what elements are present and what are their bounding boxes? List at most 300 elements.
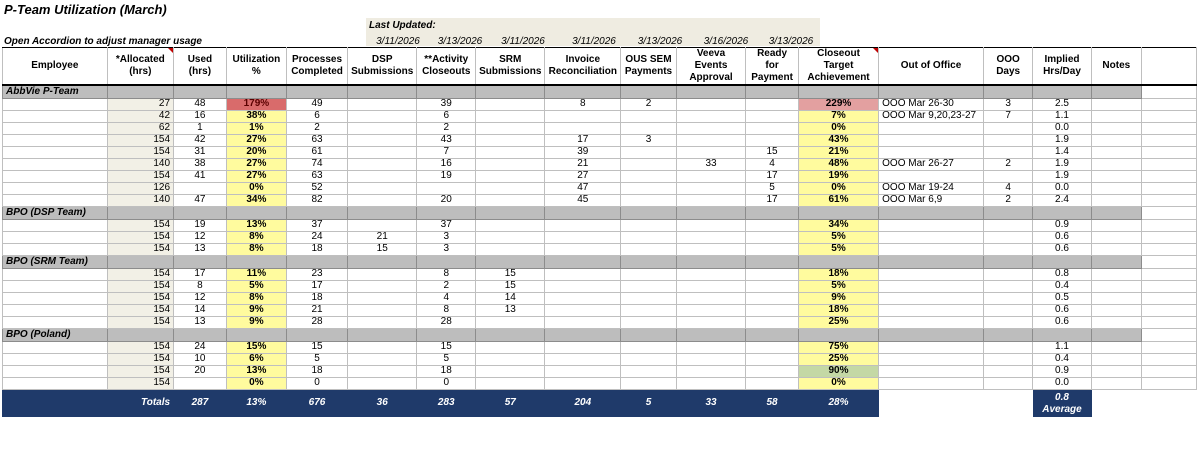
used-cell[interactable]: 14	[174, 304, 227, 316]
ous-cell[interactable]	[621, 158, 677, 170]
veeva-cell[interactable]	[676, 194, 745, 206]
totals-srm[interactable]: 57	[476, 389, 545, 416]
section-cell[interactable]	[1033, 206, 1091, 219]
section-cell[interactable]	[879, 255, 984, 268]
section-cell[interactable]	[1091, 255, 1142, 268]
veeva-cell[interactable]	[676, 231, 745, 243]
section-cell[interactable]	[798, 328, 878, 341]
section-cell[interactable]	[545, 85, 621, 98]
veeva-cell[interactable]	[676, 170, 745, 182]
invoice-cell[interactable]	[545, 122, 621, 134]
activity-cell[interactable]: 15	[417, 341, 476, 353]
ooo-days-cell[interactable]	[983, 146, 1033, 158]
veeva-cell[interactable]	[676, 280, 745, 292]
processes-cell[interactable]: 18	[286, 243, 347, 255]
closeout-cell[interactable]: 25%	[798, 316, 878, 328]
ready-cell[interactable]	[746, 134, 799, 146]
alloc-cell[interactable]: 154	[107, 304, 173, 316]
ous-cell[interactable]	[621, 110, 677, 122]
alloc-cell[interactable]: 154	[107, 243, 173, 255]
utilization-cell[interactable]: 27%	[226, 170, 286, 182]
processes-cell[interactable]: 6	[286, 110, 347, 122]
ooo-days-cell[interactable]	[983, 268, 1033, 280]
utilization-cell[interactable]: 1%	[226, 122, 286, 134]
dsp-cell[interactable]	[348, 219, 417, 231]
invoice-cell[interactable]: 39	[545, 146, 621, 158]
ooo-cell[interactable]	[879, 341, 984, 353]
used-cell[interactable]: 13	[174, 243, 227, 255]
section-cell[interactable]	[676, 328, 745, 341]
employee-cell[interactable]	[3, 219, 108, 231]
ous-cell[interactable]	[621, 194, 677, 206]
notes-cell[interactable]	[1091, 158, 1142, 170]
veeva-cell[interactable]: 33	[676, 158, 745, 170]
used-cell[interactable]: 42	[174, 134, 227, 146]
extra-cell[interactable]	[1142, 280, 1197, 292]
alloc-cell[interactable]: 42	[107, 110, 173, 122]
notes-cell[interactable]	[1091, 194, 1142, 206]
used-cell[interactable]: 8	[174, 280, 227, 292]
col-header-used[interactable]: Used (hrs)	[174, 48, 227, 86]
section-cell[interactable]	[798, 85, 878, 98]
section-label[interactable]: BPO (Poland)	[3, 328, 108, 341]
extra-cell[interactable]	[1142, 268, 1197, 280]
dsp-cell[interactable]	[348, 353, 417, 365]
dsp-cell[interactable]	[348, 377, 417, 389]
alloc-cell[interactable]: 140	[107, 158, 173, 170]
col-header-employee[interactable]: Employee	[3, 48, 108, 86]
employee-cell[interactable]	[3, 292, 108, 304]
ready-cell[interactable]	[746, 243, 799, 255]
used-cell[interactable]: 13	[174, 316, 227, 328]
ooo-days-cell[interactable]: 2	[983, 158, 1033, 170]
processes-cell[interactable]: 37	[286, 219, 347, 231]
ooo-days-cell[interactable]	[983, 353, 1033, 365]
totals-dsp[interactable]: 36	[348, 389, 417, 416]
alloc-cell[interactable]: 126	[107, 182, 173, 194]
col-header-allocated[interactable]: *Allocated (hrs)	[107, 48, 173, 86]
section-cell[interactable]	[1091, 85, 1142, 98]
employee-cell[interactable]	[3, 182, 108, 194]
ous-cell[interactable]: 2	[621, 98, 677, 110]
activity-cell[interactable]: 43	[417, 134, 476, 146]
section-label[interactable]: BPO (SRM Team)	[3, 255, 108, 268]
closeout-cell[interactable]: 7%	[798, 110, 878, 122]
implied-cell[interactable]: 0.0	[1033, 122, 1091, 134]
section-cell[interactable]	[1033, 85, 1091, 98]
processes-cell[interactable]: 52	[286, 182, 347, 194]
employee-cell[interactable]	[3, 194, 108, 206]
activity-cell[interactable]: 18	[417, 365, 476, 377]
dsp-cell[interactable]	[348, 170, 417, 182]
used-cell[interactable]: 38	[174, 158, 227, 170]
section-cell[interactable]	[1142, 328, 1197, 341]
section-cell[interactable]	[746, 85, 799, 98]
closeout-cell[interactable]: 5%	[798, 231, 878, 243]
ous-cell[interactable]	[621, 268, 677, 280]
implied-cell[interactable]: 1.9	[1033, 158, 1091, 170]
veeva-cell[interactable]	[676, 122, 745, 134]
dsp-cell[interactable]	[348, 122, 417, 134]
closeout-cell[interactable]: 229%	[798, 98, 878, 110]
employee-cell[interactable]	[3, 158, 108, 170]
extra-cell[interactable]	[1142, 304, 1197, 316]
employee-cell[interactable]	[3, 170, 108, 182]
employee-cell[interactable]	[3, 98, 108, 110]
activity-cell[interactable]: 28	[417, 316, 476, 328]
ooo-days-cell[interactable]: 2	[983, 194, 1033, 206]
employee-cell[interactable]	[3, 231, 108, 243]
col-header-utilization[interactable]: Utilization %	[226, 48, 286, 86]
alloc-cell[interactable]: 154	[107, 353, 173, 365]
employee-cell[interactable]	[3, 122, 108, 134]
section-cell[interactable]	[107, 328, 173, 341]
ooo-cell[interactable]	[879, 146, 984, 158]
ooo-days-cell[interactable]	[983, 134, 1033, 146]
ooo-days-cell[interactable]: 4	[983, 182, 1033, 194]
notes-cell[interactable]	[1091, 146, 1142, 158]
col-header-ready[interactable]: Ready for Payment	[746, 48, 799, 86]
totals-utilization[interactable]: 13%	[226, 389, 286, 416]
section-label[interactable]: AbbVie P-Team	[3, 85, 108, 98]
invoice-cell[interactable]	[545, 304, 621, 316]
srm-cell[interactable]	[476, 231, 545, 243]
section-cell[interactable]	[545, 206, 621, 219]
section-cell[interactable]	[476, 328, 545, 341]
closeout-cell[interactable]: 34%	[798, 219, 878, 231]
totals-veeva[interactable]: 33	[676, 389, 745, 416]
section-cell[interactable]	[1091, 206, 1142, 219]
ous-cell[interactable]	[621, 243, 677, 255]
used-cell[interactable]: 24	[174, 341, 227, 353]
activity-cell[interactable]: 8	[417, 268, 476, 280]
employee-cell[interactable]	[3, 365, 108, 377]
srm-cell[interactable]	[476, 243, 545, 255]
activity-cell[interactable]: 2	[417, 122, 476, 134]
ooo-days-cell[interactable]: 3	[983, 98, 1033, 110]
notes-cell[interactable]	[1091, 353, 1142, 365]
activity-cell[interactable]: 8	[417, 304, 476, 316]
implied-cell[interactable]: 2.5	[1033, 98, 1091, 110]
veeva-cell[interactable]	[676, 304, 745, 316]
employee-cell[interactable]	[3, 146, 108, 158]
veeva-cell[interactable]	[676, 182, 745, 194]
ready-cell[interactable]	[746, 231, 799, 243]
dsp-cell[interactable]	[348, 304, 417, 316]
section-cell[interactable]	[417, 255, 476, 268]
notes-cell[interactable]	[1091, 182, 1142, 194]
used-cell[interactable]: 48	[174, 98, 227, 110]
processes-cell[interactable]: 61	[286, 146, 347, 158]
invoice-cell[interactable]: 17	[545, 134, 621, 146]
notes-cell[interactable]	[1091, 365, 1142, 377]
activity-cell[interactable]: 7	[417, 146, 476, 158]
totals-label[interactable]: Totals	[107, 389, 173, 416]
implied-cell[interactable]: 0.9	[1033, 365, 1091, 377]
closeout-cell[interactable]: 5%	[798, 280, 878, 292]
used-cell[interactable]: 19	[174, 219, 227, 231]
closeout-cell[interactable]: 0%	[798, 182, 878, 194]
section-label[interactable]: BPO (DSP Team)	[3, 206, 108, 219]
extra-cell[interactable]	[1142, 110, 1197, 122]
col-header-closeout[interactable]: Closeout Target Achievement	[798, 48, 878, 86]
alloc-cell[interactable]: 154	[107, 377, 173, 389]
notes-cell[interactable]	[1091, 377, 1142, 389]
section-cell[interactable]	[545, 255, 621, 268]
invoice-cell[interactable]	[545, 365, 621, 377]
closeout-cell[interactable]: 48%	[798, 158, 878, 170]
activity-cell[interactable]: 20	[417, 194, 476, 206]
implied-cell[interactable]: 0.6	[1033, 231, 1091, 243]
ous-cell[interactable]	[621, 341, 677, 353]
ooo-days-cell[interactable]	[983, 377, 1033, 389]
notes-cell[interactable]	[1091, 110, 1142, 122]
invoice-cell[interactable]: 27	[545, 170, 621, 182]
employee-cell[interactable]	[3, 353, 108, 365]
ous-cell[interactable]	[621, 292, 677, 304]
closeout-cell[interactable]: 19%	[798, 170, 878, 182]
notes-cell[interactable]	[1091, 219, 1142, 231]
ooo-days-cell[interactable]	[983, 243, 1033, 255]
implied-cell[interactable]: 0.6	[1033, 243, 1091, 255]
ooo-cell[interactable]	[879, 280, 984, 292]
ooo-days-cell[interactable]	[983, 280, 1033, 292]
ooo-cell[interactable]: OOO Mar 9,20,23-27	[879, 110, 984, 122]
activity-cell[interactable]: 4	[417, 292, 476, 304]
veeva-cell[interactable]	[676, 146, 745, 158]
notes-cell[interactable]	[1091, 134, 1142, 146]
activity-cell[interactable]: 6	[417, 110, 476, 122]
utilization-cell[interactable]: 9%	[226, 316, 286, 328]
notes-cell[interactable]	[1091, 231, 1142, 243]
used-cell[interactable]: 12	[174, 292, 227, 304]
section-cell[interactable]	[983, 85, 1033, 98]
invoice-cell[interactable]	[545, 219, 621, 231]
processes-cell[interactable]: 18	[286, 292, 347, 304]
srm-cell[interactable]	[476, 219, 545, 231]
srm-cell[interactable]	[476, 182, 545, 194]
section-cell[interactable]	[879, 206, 984, 219]
ous-cell[interactable]	[621, 304, 677, 316]
ous-cell[interactable]	[621, 170, 677, 182]
used-cell[interactable]: 12	[174, 231, 227, 243]
utilization-cell[interactable]: 27%	[226, 134, 286, 146]
veeva-cell[interactable]	[676, 268, 745, 280]
section-cell[interactable]	[348, 328, 417, 341]
srm-cell[interactable]	[476, 170, 545, 182]
srm-cell[interactable]	[476, 158, 545, 170]
implied-cell[interactable]: 1.1	[1033, 341, 1091, 353]
col-header-blank[interactable]	[1142, 48, 1197, 86]
srm-cell[interactable]	[476, 365, 545, 377]
extra-cell[interactable]	[1142, 134, 1197, 146]
ous-cell[interactable]	[621, 122, 677, 134]
col-header-implied[interactable]: Implied Hrs/Day	[1033, 48, 1091, 86]
used-cell[interactable]: 20	[174, 365, 227, 377]
ooo-days-cell[interactable]: 7	[983, 110, 1033, 122]
utilization-cell[interactable]: 6%	[226, 353, 286, 365]
ous-cell[interactable]	[621, 146, 677, 158]
totals-implied-average[interactable]	[1033, 389, 1091, 416]
extra-cell[interactable]	[1142, 122, 1197, 134]
section-cell[interactable]	[286, 328, 347, 341]
extra-cell[interactable]	[1142, 316, 1197, 328]
utilization-cell[interactable]: 27%	[226, 158, 286, 170]
ooo-cell[interactable]	[879, 353, 984, 365]
implied-cell[interactable]: 0.4	[1033, 353, 1091, 365]
section-cell[interactable]	[174, 206, 227, 219]
ous-cell[interactable]: 3	[621, 134, 677, 146]
processes-cell[interactable]: 63	[286, 134, 347, 146]
dsp-cell[interactable]	[348, 110, 417, 122]
employee-cell[interactable]	[3, 110, 108, 122]
section-cell[interactable]	[621, 85, 677, 98]
section-cell[interactable]	[621, 206, 677, 219]
ous-cell[interactable]	[621, 219, 677, 231]
processes-cell[interactable]: 17	[286, 280, 347, 292]
section-cell[interactable]	[417, 85, 476, 98]
section-cell[interactable]	[226, 328, 286, 341]
section-cell[interactable]	[476, 255, 545, 268]
employee-cell[interactable]	[3, 243, 108, 255]
veeva-cell[interactable]	[676, 365, 745, 377]
ous-cell[interactable]	[621, 316, 677, 328]
implied-cell[interactable]: 0.0	[1033, 182, 1091, 194]
section-cell[interactable]	[226, 206, 286, 219]
closeout-cell[interactable]: 21%	[798, 146, 878, 158]
alloc-cell[interactable]: 154	[107, 365, 173, 377]
alloc-cell[interactable]: 154	[107, 268, 173, 280]
extra-cell[interactable]	[1142, 170, 1197, 182]
srm-cell[interactable]	[476, 353, 545, 365]
implied-cell[interactable]: 0.9	[1033, 219, 1091, 231]
ready-cell[interactable]	[746, 365, 799, 377]
invoice-cell[interactable]	[545, 268, 621, 280]
ooo-cell[interactable]	[879, 304, 984, 316]
ready-cell[interactable]	[746, 268, 799, 280]
section-cell[interactable]	[1142, 85, 1197, 98]
invoice-cell[interactable]: 8	[545, 98, 621, 110]
ooo-days-cell[interactable]	[983, 365, 1033, 377]
section-cell[interactable]	[676, 206, 745, 219]
utilization-cell[interactable]: 20%	[226, 146, 286, 158]
utilization-cell[interactable]: 11%	[226, 268, 286, 280]
used-cell[interactable]	[174, 182, 227, 194]
section-cell[interactable]	[676, 85, 745, 98]
notes-cell[interactable]	[1091, 170, 1142, 182]
closeout-cell[interactable]: 0%	[798, 377, 878, 389]
closeout-cell[interactable]: 25%	[798, 353, 878, 365]
col-header-activity[interactable]: **Activity Closeouts	[417, 48, 476, 86]
notes-cell[interactable]	[1091, 341, 1142, 353]
utilization-cell[interactable]: 0%	[226, 377, 286, 389]
processes-cell[interactable]: 49	[286, 98, 347, 110]
dsp-cell[interactable]	[348, 341, 417, 353]
notes-cell[interactable]	[1091, 243, 1142, 255]
activity-cell[interactable]	[417, 182, 476, 194]
closeout-cell[interactable]: 61%	[798, 194, 878, 206]
ready-cell[interactable]: 17	[746, 194, 799, 206]
processes-cell[interactable]: 0	[286, 377, 347, 389]
section-cell[interactable]	[286, 206, 347, 219]
implied-cell[interactable]: 2.4	[1033, 194, 1091, 206]
processes-cell[interactable]: 24	[286, 231, 347, 243]
ooo-cell[interactable]	[879, 231, 984, 243]
ooo-days-cell[interactable]	[983, 219, 1033, 231]
closeout-cell[interactable]: 90%	[798, 365, 878, 377]
utilization-cell[interactable]: 8%	[226, 243, 286, 255]
col-header-dsp[interactable]: DSP Submissions	[348, 48, 417, 86]
section-cell[interactable]	[1033, 328, 1091, 341]
srm-cell[interactable]: 14	[476, 292, 545, 304]
alloc-cell[interactable]: 140	[107, 194, 173, 206]
totals-activity[interactable]: 283	[417, 389, 476, 416]
activity-cell[interactable]: 16	[417, 158, 476, 170]
col-header-veeva[interactable]: Veeva Events Approval	[676, 48, 745, 86]
extra-cell[interactable]	[1142, 292, 1197, 304]
employee-cell[interactable]	[3, 280, 108, 292]
section-cell[interactable]	[174, 85, 227, 98]
used-cell[interactable]	[174, 377, 227, 389]
notes-cell[interactable]	[1091, 316, 1142, 328]
extra-cell[interactable]	[1142, 194, 1197, 206]
employee-cell[interactable]	[3, 268, 108, 280]
processes-cell[interactable]: 15	[286, 341, 347, 353]
utilization-cell[interactable]: 8%	[226, 292, 286, 304]
ous-cell[interactable]	[621, 182, 677, 194]
ooo-cell[interactable]	[879, 219, 984, 231]
utilization-cell[interactable]: 0%	[226, 182, 286, 194]
totals-invoice[interactable]: 204	[545, 389, 621, 416]
used-cell[interactable]: 17	[174, 268, 227, 280]
alloc-cell[interactable]: 154	[107, 146, 173, 158]
utilization-cell[interactable]: 15%	[226, 341, 286, 353]
section-cell[interactable]	[746, 255, 799, 268]
ooo-cell[interactable]	[879, 316, 984, 328]
veeva-cell[interactable]	[676, 243, 745, 255]
col-header-processes[interactable]: Processes Completed	[286, 48, 347, 86]
extra-cell[interactable]	[1142, 219, 1197, 231]
col-header-ooo[interactable]: Out of Office	[879, 48, 984, 86]
invoice-cell[interactable]	[545, 243, 621, 255]
section-cell[interactable]	[1033, 255, 1091, 268]
extra-cell[interactable]	[1142, 182, 1197, 194]
srm-cell[interactable]	[476, 194, 545, 206]
totals-processes[interactable]: 676	[286, 389, 347, 416]
closeout-cell[interactable]: 0%	[798, 122, 878, 134]
ooo-cell[interactable]: OOO Mar 6,9	[879, 194, 984, 206]
utilization-cell[interactable]: 5%	[226, 280, 286, 292]
totals-used[interactable]: 287	[174, 389, 227, 416]
extra-cell[interactable]	[1142, 98, 1197, 110]
implied-cell[interactable]: 0.6	[1033, 316, 1091, 328]
col-header-ooo-days[interactable]: OOO Days	[983, 48, 1033, 86]
implied-cell[interactable]: 0.8	[1033, 268, 1091, 280]
section-cell[interactable]	[798, 255, 878, 268]
extra-cell[interactable]	[1142, 158, 1197, 170]
section-cell[interactable]	[621, 255, 677, 268]
veeva-cell[interactable]	[676, 292, 745, 304]
veeva-cell[interactable]	[676, 134, 745, 146]
ooo-cell[interactable]	[879, 365, 984, 377]
ooo-days-cell[interactable]	[983, 316, 1033, 328]
closeout-cell[interactable]: 75%	[798, 341, 878, 353]
alloc-cell[interactable]: 154	[107, 280, 173, 292]
ooo-cell[interactable]: OOO Mar 26-30	[879, 98, 984, 110]
ooo-days-cell[interactable]	[983, 304, 1033, 316]
section-cell[interactable]	[1091, 328, 1142, 341]
closeout-cell[interactable]: 9%	[798, 292, 878, 304]
